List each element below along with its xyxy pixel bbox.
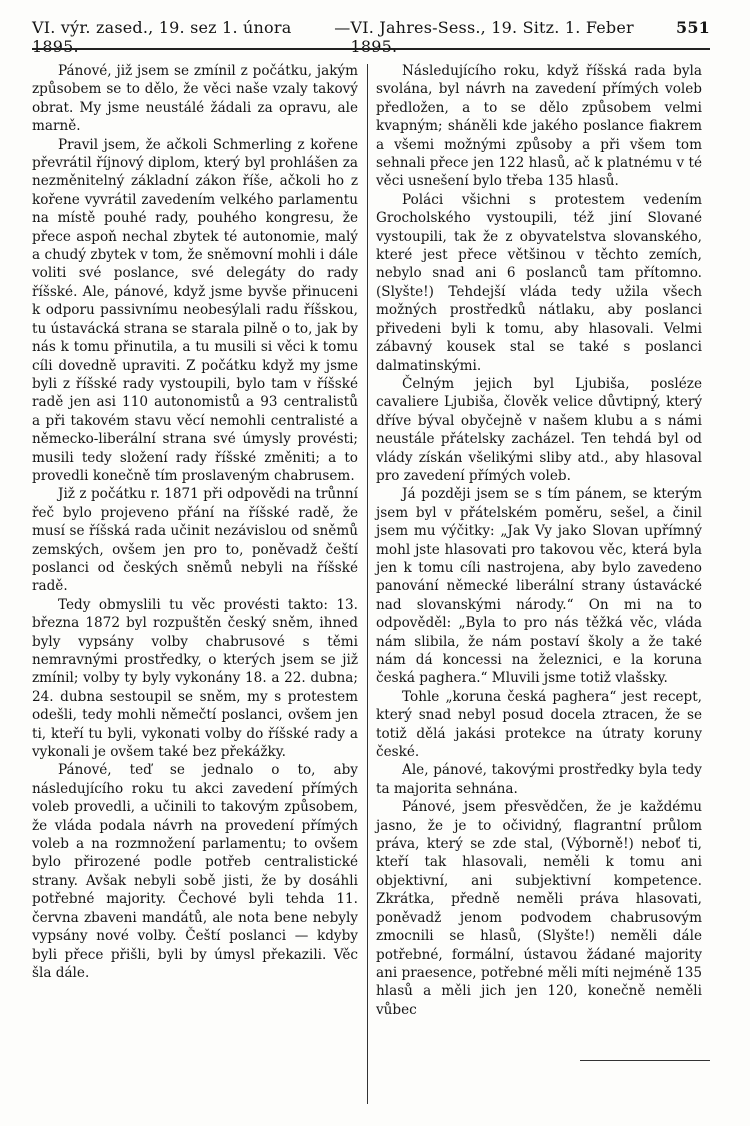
paragraph: Tedy obmyslili tu věc provésti takto: 13. března 1872 byl rozpuštěn český sněm, ihned byly vypsány volby chabrusové s těmi nemravnými prostředky, o kterých jsem se již zmínil; volby ty byly vykonány 18. a 22. dubna; 24. dubna sestoupil se sněm, my s protestem odešli, tedy mohli němečtí poslanci, ovšem jen ti, kteří tu byli, vykonati volby do říšské rady a vykonali je ovšem také bez překážky.: [32, 596, 358, 761]
continuation-rule: [580, 1060, 710, 1061]
paragraph: Již z počátku r. 1871 při odpovědi na trůnní řeč bylo projeveno přání na říšské radě, že musí se říšská rada učinit nezávislou od sněmů zemských, ovšem jen pro to, poněvadž čeští poslanci od českých sněmů nebyli na říšské radě.: [32, 486, 358, 595]
page-header: [32, 18, 710, 56]
paragraph: Tohle „koruna česká paghera“ jest recept, který snad nebyl posud docela ztracen, že se totiž dělá jakási protekce na útraty koruny české.: [376, 688, 702, 761]
paragraph: Pánové, teď se jednalo o to, aby následujícího roku tu akci zavedení přímých voleb provedli, a učinili to takovým způsobem, že vláda podala návrh na provedení přímých voleb a na rozmnožení parlamentu; to ovšem bylo přirozené podle potřeb centralistické strany. Avšak nebyli sobě jisti, že by dosáhli potřebné majority. Čechové byli tehda 11. června zbaveni mandátů, ale nota bene nebyly vypsány nové volby. Čeští poslanci — kdyby byli přece přišli, byli by úmysl překazili. Věc šla dále.: [32, 762, 358, 981]
paragraph: Pánové, již jsem se zmínil z počátku, jakým způsobem se to dělo, že věci naše vzaly takový obrat. My jsme neustálé žádali za opravu, ale marně.: [32, 63, 358, 135]
column-divider: [367, 64, 368, 1104]
paragraph: Pánové, jsem přesvědčen, že je každému jasno, že je to očividný, flagrantní průlom práva, který se zde stal, (Výborně!) neboť ti, kteří tak hlasovali, neměli k tomu ani objektivní, ani subjektivní kompetence. Zkrátka, předně neměli práva hlasovati, poněvadž jenom podvodem chabrusovým zmocnili se hlasů, (Slyšte!) neměli dále potřebné, formální, ústavou žádané majority ani praesence, potřebné měli míti nejméně 135 hlasů a měli jich jen 120, konečně neměli vůbec: [376, 799, 703, 1018]
paragraph: Následujícího roku, když říšská rada byla svolána, byl návrh na zavedení přímých voleb předložen, a to se dělo způsobem velmi kvapným; sháněli kde jakého poslance fiakrem a všemi možnými způsoby a při všem tom sehnali přece jen 122 hlasů, ač k platnému v té věci usnešení bylo třeba 135 hlasů.: [376, 63, 702, 190]
left-column: [32, 62, 358, 982]
paragraph: Čelným jejich byl Ljubiša, posléze cavaliere Ljubiša, člověk velice důvtipný, který dříve býval obyčejně v našem klubu a s námi neustále přátelsky zacházel. Ten tehdá byl od vlády získán všelikými sliby atd., aby hlasoval pro zavedení přímých voleb.: [376, 375, 702, 484]
paragraph: Ale, pánové, takovými prostředky byla tedy ta majorita sehnána.: [376, 762, 702, 797]
paragraph: Já později jsem se s tím pánem, se kterým jsem byl v přátelském poměru, sešel, a činil jsem mu výčitky: „Jak Vy jako Slovan upřímný mohl jste hlasovati pro takovou věc, která byla jen k tomu cíli nastrojena, aby bylo zavedeno panování německé liberální strany ústavácké nad slovanskými národy.“ On mi na to odpověděl: „Byla to pro nás těžká věc, vláda nám slibila, že nám postaví školy a že také nám dá koncessi na železnici, e la koruna česká paghera.“ Mluvili jsme totiž vlašsky.: [376, 486, 702, 687]
header-separator: —: [334, 18, 351, 37]
header-czech-session: VI. výr. zased., 19. sez 1. února 1895.: [32, 18, 292, 56]
right-column: [376, 62, 702, 1019]
header-rule: [32, 48, 710, 50]
page-number: 551: [676, 18, 710, 37]
paragraph: Poláci všichni s protestem vedením Grocholského vystoupili, též jiní Slované vystoupili, tak že z obyvatelstva slovanského, které jest přece většinou v těchto zemích, nebylo snad ani 6 poslanců tam přítomno. (Slyšte!) Tehdejší vláda tedy užila všech možných prostředků nátlaku, aby poslanci přivedeni byli k tomu, aby hlasovali. Velmi zábavný kousek stal se také s poslanci dalmatinskými.: [376, 191, 702, 374]
header-german-session: VI. Jahres-Sess., 19. Sitz. 1. Feber 1895.: [350, 18, 634, 56]
paragraph: Pravil jsem, že ačkoli Schmerling z kořene převrátil říjnový diplom, který byl prohlášen za nezměnitelný základní zákon říše, ačkoli ho z kořene vyvrátil zavedením velkého parlamentu na místě pouhé rady, pouhého kongresu, že přece aspoň nechal zbytek té autonomie, malý a chudý zbytek v tom, že sněmovní mohli i dále voliti své poslance, své delegáty do rady říšské. Ale, pánové, když jsme byvše přinuceni k odporu passivnímu neobesýlali radu říšskou, tu ústavácká strana se starala pilně o to, jak by nás k tomu přinutila, a tu musili si věci k tomu cíli dovedně upraviti. Z počátku když my jsme byli z říšské rady vystoupili, bylo tam v říšské radě jen asi 110 autonomistů a 93 centralistů a při takovém stavu věcí nemohli centralisté a německo-liberální strana své úmysly provésti; musili tedy složení rady říšské změniti; a to provedli konečně tím proslaveným chabrusem.: [32, 136, 358, 484]
